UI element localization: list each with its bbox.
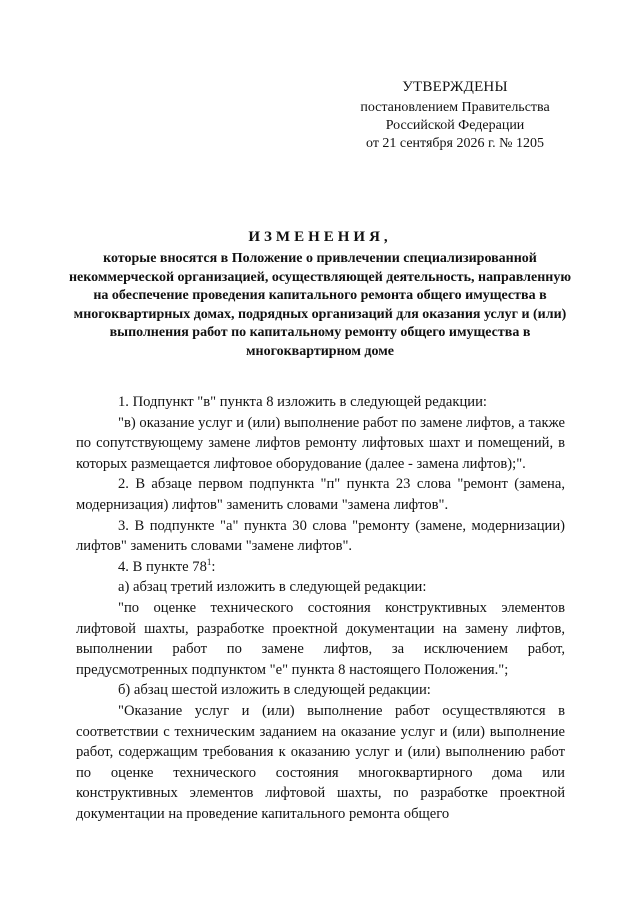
approval-line-1: постановлением Правительства bbox=[360, 100, 550, 115]
paragraph-2: "в) оказание услуг и (или) выполнение работ по замене лифтов, а также по сопутствующему замене лифтов ремонту лифтовых шахт и помещений, в которых размещается лифтовое оборудование (далее - замена лифтов);". bbox=[76, 414, 565, 472]
approval-title: УТВЕРЖДЕНЫ bbox=[402, 79, 508, 95]
paragraph-3: 2. В абзаце первом подпункта "п" пункта 23 слова "ремонт (замена, модернизация) лифтов" заменить словами "замена лифтов". bbox=[76, 476, 565, 513]
paragraph-5-text: 4. В пункте 78 bbox=[118, 558, 207, 575]
footnote-superscript: 1 bbox=[206, 556, 212, 567]
paragraph-9: "Оказание услуг и (или) выполнение работ осуществляются в соответствии с техническим заданием на оказание услуг и (или) выполнение работ, содержащим требования к оказанию услуг и (или) выполнению работ по оценке технического состояния многоквартирного дома или конструктивных элементов лифтовой шахты, по разработке проектной документации на проведение капитального ремонта общего bbox=[76, 702, 565, 822]
paragraph-7: "по оценке технического состояния конструктивных элементов лифтовой шахты, разработке проектной документации на замену лифтов, выполнении работ по замене лифтов, за исключением работ, предусмотренных подпунктом "е" пункта 8 настоящего Положения."; bbox=[76, 599, 565, 678]
document-body bbox=[76, 392, 565, 824]
document-subtitle: которые вносятся в Положение о привлечении специализированной некоммерческой организацией, осуществляющей деятельность, направленную на обеспечение проведения капитального ремонта общего имущества в многоквартирных домах, подрядных организаций для оказания услуг и (или) выполнения работ по капитальному ремонту общего имущества в многоквартирном доме bbox=[68, 251, 572, 359]
paragraph-4: 3. В подпункте "а" пункта 30 слова "ремонту (замене, модернизации) лифтов" заменить словами "замене лифтов". bbox=[76, 517, 565, 555]
paragraph-5 bbox=[76, 557, 565, 578]
approval-block bbox=[340, 78, 570, 153]
document-title: ИЗМЕНЕНИЯ, bbox=[248, 229, 392, 245]
paragraph-8: б) абзац шестой изложить в следующей редакции: bbox=[118, 682, 431, 699]
paragraph-1: 1. Подпункт "в" пункта 8 изложить в следующей редакции: bbox=[118, 394, 487, 410]
paragraph-5-tail: : bbox=[211, 558, 216, 575]
approval-line-2: Российской Федерации bbox=[385, 118, 525, 133]
paragraph-6: а) абзац третий изложить в следующей редакции: bbox=[118, 579, 427, 596]
approval-line-3: от 21 сентября 2026 г. № 1205 bbox=[366, 136, 544, 151]
